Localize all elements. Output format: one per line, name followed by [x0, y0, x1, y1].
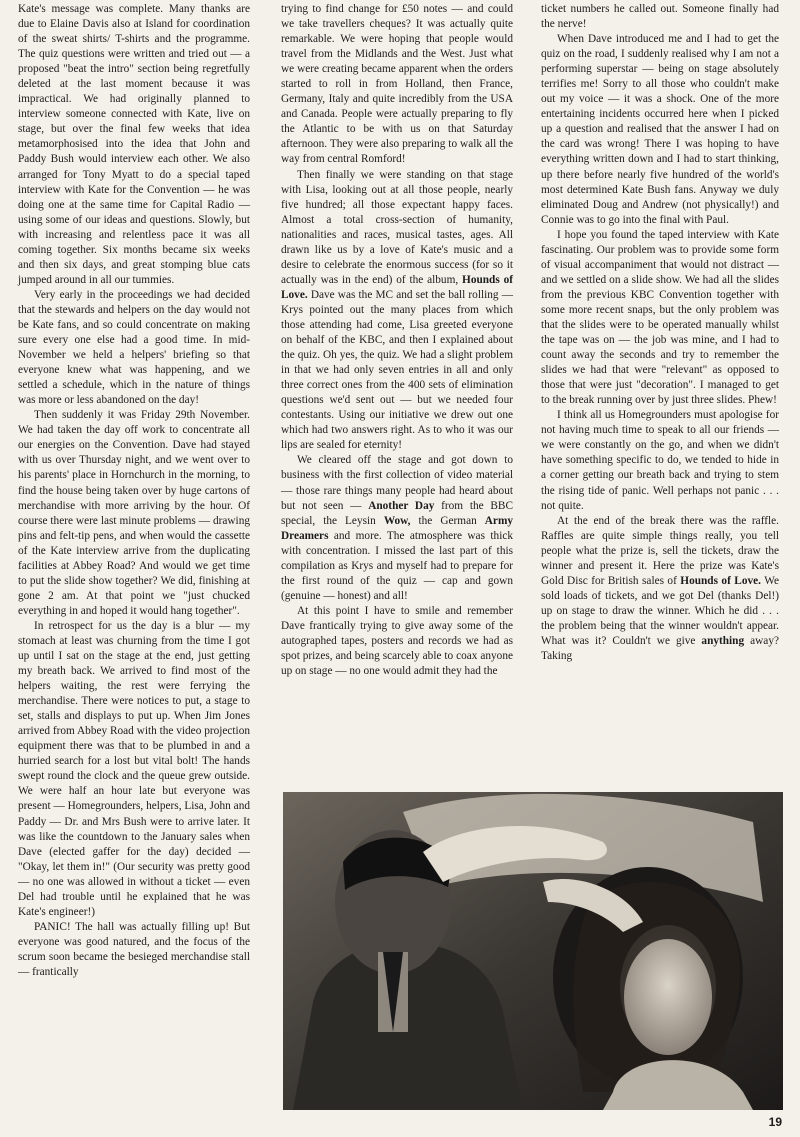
text-run: away? Taking	[541, 634, 779, 663]
paragraph	[541, 32, 779, 228]
bold-title: Another Day	[368, 499, 435, 512]
bold-title: Army Dreamers	[281, 514, 513, 542]
page-number: 19	[768, 1115, 782, 1129]
text-run: the German	[410, 514, 485, 527]
text-run: At this point I have to smile and remember Dave frantically trying to give away some of the autographed tapes, posters and records we had as spot prizes, and being scarcely able to coax anyone up on stage — no one would admit they had the	[281, 604, 513, 678]
text-run: Dave was the MC and set the ball rolling — Krys pointed out the many places from which those attending had come, Lisa greeted everyone on behalf of the KBC, and then I explained about the quiz. Oh yes, the quiz. We had a slight problem in that we had only seven entries in all and only three correct ones from the 400 sets of elimination questions we'd sent out — but we needed four contestants. Using our initiative we drew out one which had two answers right. As to who it was our lips are sealed for eternity!	[281, 288, 513, 452]
text-run: from the BBC special, the Leysin	[281, 499, 513, 527]
bold-title: Hounds of Love.	[281, 273, 513, 301]
bold-title: anything	[701, 634, 745, 647]
event-photo	[283, 792, 783, 1110]
bold-title: Hounds of Love.	[680, 574, 761, 587]
text-run: Then finally we were standing on that stage with Lisa, looking out at all those people, nearly five hundred; all those expectant happy faces. Almost a total cross-section of humanity, nationalities and races, musical tastes, ages. All drawn like us by a love of Kate's music and a desire to celebrate the enormous success (for so it actually was in the end) of the album,	[281, 168, 513, 286]
text-run: I think all us Homegrounders must apologise for not having much time to speak to all our friends — we were constantly on the go, and when we didn't have something specific to do, we tended to hide in a corner getting our breath back and trying to stem the rising tide of panic. Well perhaps not panic . . . not quite.	[541, 409, 779, 512]
text-run: trying to find change for £50 notes — and could we take travellers cheques? It was actually quite remarkable. We were hoping that people would travel from the Midlands and the West. Just what we were creating became apparent when the orders started to roll in from Holland, then France, Germany, Italy and quite incredibly from the USA and Canada. People were actually preparing to fly the Atlantic to be with us on that Saturday afternoon. They were also preparing to walk all the way from central Romford!	[281, 3, 513, 166]
article-column-2	[281, 2, 513, 785]
photo-illustration	[283, 792, 783, 1110]
text-run: We sold loads of tickets, and we got Del (thanks Del!) up on stage to draw the winner. Which he did . . . the problem being that the winner wouldn't appear. What was it? Couldn't we give	[541, 574, 779, 647]
paragraph: Kate's message was complete. Many thanks are due to Elaine Davis also at Island for coordination of the sweat shirts/ T-shirts and the programme. The quiz questions were written and tried out — a proposed "beat the intro" section being regretfully deleted at the last moment because it was impractical. We had originally planned to interview someone connected with Kate, live on stage, but over the final few weeks that idea metamorphosised into the idea that John and Paddy Bush would interview each other. We also arranged for Tony Myatt to do a special taped interview with Kate for the Convention — he was doing one at the same time for Capital Radio — using some of our ideas and questions. Slowly, but with increasing and relentless pace it was all coming together. Six months became six weeks and then six days, and great stomping blue cats jumped around in all our tummies.	[18, 3, 250, 286]
paragraph	[281, 2, 513, 168]
text-run: When Dave introduced me and I had to get the quiz on the road, I suddenly realised why I am not a performing superstar — being on stage absolutely terrifies me! Sorry to all those who couldn't make out my voice — it was a shock. One of the more entertaining incidents occurred here when I picked up a question and realised that the answer I had on the card was wrong! There I was hoping to have everything written down and I had to start thinking, up there before nearly five hundred of the world's most determined Kate Bush fans. Anyway we duly eliminated Doug and Andrew (not physically!) and Connie was to go into the final with Paul.	[541, 33, 779, 226]
paragraph	[281, 168, 513, 454]
paragraph	[541, 408, 779, 513]
paragraph: PANIC! The hall was actually filling up! But everyone was good natured, and the focus of the scrum soon became the besieged merchandise stall — frantically	[18, 920, 250, 978]
paragraph	[281, 453, 513, 603]
paragraph	[541, 228, 779, 409]
text-run: ticket numbers he called out. Someone finally had the nerve!	[541, 3, 779, 31]
paragraph	[541, 514, 779, 664]
paragraph	[281, 604, 513, 679]
text-run: I hope you found the taped interview with Kate fascinating. Our problem was to provide some form of visual accompaniment that would not distract — and we settled on a slide show. We had all the slides from the previous KBC Convention together with some more recent snaps, but the only problem was that the slides were to be operated manually whilst the tape was on — the job was mine, and I had to count away the seconds and try to remember the slides we had that were "relevant" as opposed to those that were just "decoration". I managed to get to the break running over by just three slides. Phew!	[541, 228, 779, 407]
text-run: At the end of the break there was the raffle. Raffles are quite simple things really, you tell people what the prize is, sell the tickets, draw the winner and present it. Here the prize was Kate's Gold Disc for British sales of	[541, 514, 779, 587]
text-run: We cleared off the stage and got down to business with the first collection of video material — those rare things many people had heard about but not seen —	[281, 454, 513, 512]
article-column-3	[541, 2, 779, 785]
article-column-1	[18, 2, 250, 1119]
bold-title: Wow,	[383, 514, 411, 527]
text-run: and more. The atmosphere was thick with concentration. I missed the last part of this compilation as Krys and myself had to prepare for the first round of the quiz — cap and gown (genuine — honest) and all!	[281, 529, 513, 602]
paragraph: In retrospect for us the day is a blur — my stomach at least was churning from the time I got up until I sat on the stage at the end, just getting my breath back. We arrived to find most of the helpers waiting, the rest were ferrying the merchandise. There were notices to put, a stage to set, stalls and displays to put up. When Jim Jones arrived from Abbey Road with the video projection equipment there was that to be plumbed in and a hurried search for a lost but vital bolt! The hands swept round the clock and the queue grew outside. We were half an hour late but everyone was present — Homegrounders, helpers, Lisa, John and Paddy — Dr. and Mrs Bush were to arrive later. It was like the countdown to the January sales when Dave (elected gaffer for the day) decided — "Okay, let them in!" (Our security was pretty good — no one was allowed in without a ticket — even Del had trouble until he explained that he was Kate's engineer!)	[18, 619, 250, 918]
paragraph: Very early in the proceedings we had decided that the stewards and helpers on the day would not be Kate fans, and so could concentrate on making sure every one else had a good time. In mid-November we held a helpers' briefing so that everyone knew what was happening, and we settled a schedule, which in the nature of things was more or less abandoned on the day!	[18, 288, 250, 407]
paragraph: Then suddenly it was Friday 29th November. We had taken the day off work to concentrate all our energies on the Convention. Dave had stayed with us over Thursday night, and we went over to his parents' place in Hornchurch in the morning, to find the house being taken over by huge cartons of merchandise with more arriving by the hour. Of course there were last minute problems — drawing pins and felt-tip pens, and when would the cassette of the Kate interview arrive from the duplicating facilities at Abbey Road? And would we get time to put the slide show together? We did, finishing at gone 2 am. At that point we "just chucked everything in and hoped it would hang together".	[18, 409, 250, 617]
paragraph	[541, 2, 779, 32]
